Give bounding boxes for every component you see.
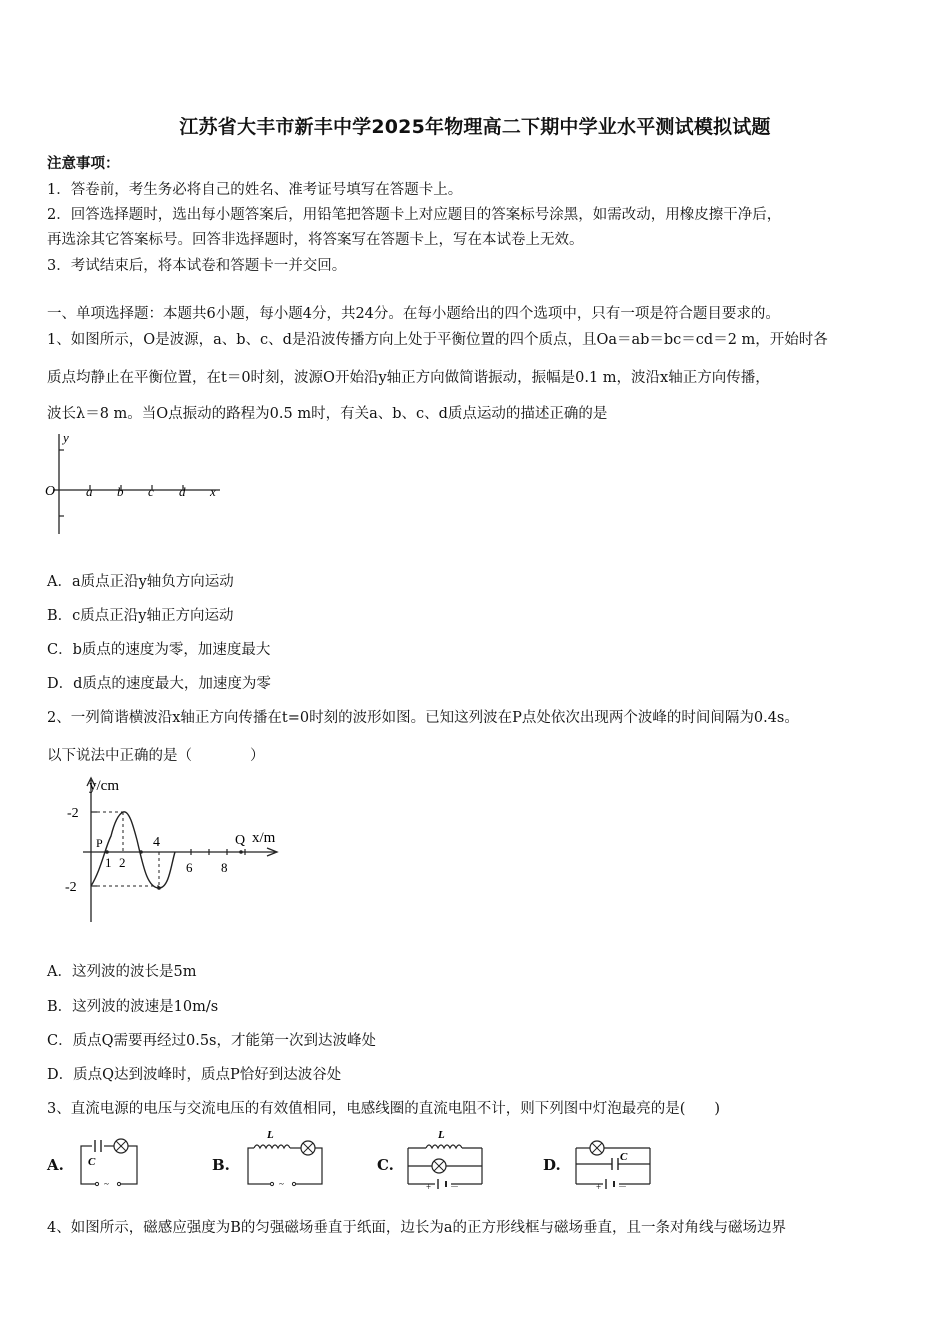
point-b-label: b — [117, 484, 124, 499]
q3-circuit-b — [240, 1126, 330, 1192]
section-heading: 一、单项选择题：本题共6小题，每小题4分，共24分。在每小题给出的四个选项中，只有一项是符合题目要求的。 — [47, 306, 780, 322]
notice-item-2: 2．回答选择题时，选出每小题答案后，用铅笔把答题卡上对应题目的答案标号涂黑，如需改动，用橡皮擦干净后， — [47, 207, 782, 223]
y-label: y — [63, 430, 69, 445]
q4-line-1: 4、如图所示，磁感应强度为B的匀强磁场垂直于纸面，边长为a的正方形线框与磁场垂直，且一条对角线与磁场边界 — [47, 1220, 787, 1236]
q3-circuit-d — [570, 1138, 656, 1192]
inductor-label: L — [267, 1129, 274, 1141]
q2-option-b: B．这列波的波速是10m/s — [47, 999, 219, 1015]
tick-1: 1 — [105, 855, 112, 870]
q1-option-d: D．d质点的速度最大，加速度为零 — [47, 676, 271, 692]
inductor-label-c: L — [438, 1129, 445, 1141]
tick-6: 6 — [186, 860, 193, 875]
tick-4: 4 — [153, 835, 160, 850]
svg-text:~: ~ — [104, 1179, 109, 1189]
tick-8: 8 — [221, 860, 228, 875]
capacitor-label-d: C — [620, 1151, 628, 1163]
y-axis-label: y/cm — [89, 778, 119, 794]
point-q-label: Q — [235, 833, 246, 848]
q3-option-a: A. — [47, 1156, 64, 1174]
q3-option-c: C. — [377, 1156, 394, 1174]
q2-line-1: 2、一列简谐横波沿x轴正方向传播在t=0时刻的波形如图。已知这列波在P点处依次出现两个波峰的时间间隔为0.4s。 — [47, 710, 799, 726]
q3-circuit-a — [75, 1132, 145, 1192]
q1-option-b: B．c质点正沿y轴正方向运动 — [47, 608, 234, 624]
q1-line-1: 1、如图所示，O是波源，a、b、c、d是沿波传播方向上处于平衡位置的四个质点，且Oa＝ab＝bc＝cd＝2 m，开始时各 — [47, 332, 828, 348]
q3-line-1: 3、直流电源的电压与交流电压的有效值相同，电感线圈的直流电阻不计，则下列图中灯泡最亮的是( ) — [47, 1101, 721, 1117]
x-axis-label: x/m — [252, 830, 276, 846]
notice-item-3: 3．考试结束后，将本试卷和答题卡一并交回。 — [47, 258, 347, 274]
point-p-label: P — [96, 836, 103, 850]
point-a-label: a — [86, 484, 93, 499]
q2-wave-figure — [55, 770, 290, 930]
q2-option-c: C．质点Q需要再经过0.5s，才能第一次到达波峰处 — [47, 1033, 376, 1049]
tick-2: 2 — [119, 855, 126, 870]
x-label: x — [210, 484, 216, 499]
q1-line-2: 质点均静止在平衡位置，在t＝0时刻，波源O开始沿y轴正方向做简谐振动，振幅是0.1 m，波沿x轴正方向传播， — [47, 370, 770, 386]
point-d-label: d — [179, 484, 186, 499]
q2-option-a: A．这列波的波长是5m — [47, 964, 197, 980]
capacitor-label: C — [88, 1156, 96, 1168]
plus-label-d: + — [596, 1182, 602, 1192]
origin-label: O — [45, 484, 56, 499]
minus-label-d: － — [618, 1182, 628, 1192]
q1-line-3: 波长λ＝8 m。当O点振动的路程为0.5 m时，有关a、b、c、d质点运动的描述正确的是 — [47, 406, 608, 422]
minus-label-c: － — [450, 1182, 460, 1192]
notice-item-1: 1．答卷前，考生务必将自己的姓名、准考证号填写在答题卡上。 — [47, 182, 463, 198]
wave-curve — [91, 812, 175, 888]
q1-axis-figure — [40, 428, 230, 540]
notice-heading: 注意事项： — [47, 155, 120, 172]
q2-line-2: 以下说法中正确的是（ ） — [47, 748, 265, 764]
q1-option-c: C．b质点的速度为零，加速度最大 — [47, 642, 271, 658]
amplitude-bottom-label: -2 — [65, 880, 77, 895]
notice-item-2-cont: 再选涂其它答案标号。回答非选择题时，将答案写在答题卡上，写在本试卷上无效。 — [47, 232, 584, 248]
point-c-label: c — [148, 484, 154, 499]
plus-label-c: + — [426, 1182, 432, 1192]
amplitude-top-label: -2 — [67, 806, 79, 821]
q3-option-b: B. — [212, 1156, 230, 1174]
q2-option-d: D．质点Q达到波峰时，质点P恰好到达波谷处 — [47, 1067, 342, 1083]
page-title: 江苏省大丰市新丰中学2025年物理高二下期中学业水平测试模拟试题 — [179, 116, 771, 138]
q1-option-a: A．a质点正沿y轴负方向运动 — [47, 574, 234, 590]
svg-text:~: ~ — [279, 1179, 284, 1189]
q3-option-d: D. — [543, 1156, 561, 1174]
q3-circuit-c — [402, 1126, 488, 1192]
